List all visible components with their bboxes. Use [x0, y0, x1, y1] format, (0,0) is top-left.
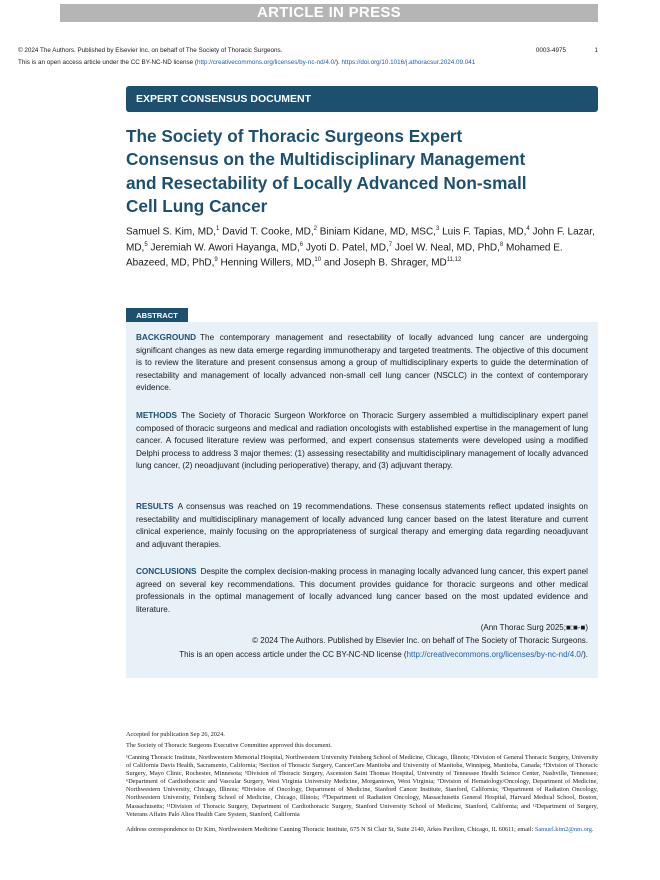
- article-in-press-banner: ARTICLE IN PRESS: [60, 4, 598, 22]
- abstract-results: [136, 501, 588, 551]
- author-name: David T. Cooke, MD,: [222, 226, 314, 238]
- abstract-license-link[interactable]: http://creativecommons.org/licenses/by-nc-nd/4.0/: [406, 650, 584, 659]
- header-doi-link[interactable]: https://doi.org/10.1016/j.athoracsur.2024.09.041: [341, 59, 476, 66]
- header-license-link[interactable]: http://creativecommons.org/licenses/by-nc-nd/4.0/: [196, 59, 336, 66]
- abstract-text: A consensus was reached on 19 recommendations. These consensus statements reflect updated insights on resectability and multidisciplinary management of locally advanced lung cancer based on the latest literature and current clinical experience, mainly focusing on the appropriateness of surgical therapy and emerging data regarding neoadjuvant and adjuvant therapies.: [136, 502, 588, 549]
- header-copyright: © 2024 The Authors. Published by Elsevier Inc. on behalf of The Society of Thoracic Surgeons.: [18, 47, 283, 54]
- abstract-oa-suffix: ).: [583, 650, 588, 659]
- author-name: Biniam Kidane, MD, MSC,: [319, 226, 436, 238]
- author-affiliation-mark: 10: [314, 257, 322, 264]
- author-name: Mohamed E. Abazeed, MD, PhD,: [126, 242, 563, 269]
- author-affiliation-mark: 11,12: [446, 257, 462, 264]
- author-affiliation-mark: 5: [144, 241, 148, 248]
- correspondence-text: Address correspondence to Dr Kim, Northwestern Medicine Canning Thoracic Institute, 675 N St Clair St, Suite 2140, Arkes Pavilion, Chicago, IL 60611; email:: [126, 826, 535, 833]
- author-name: Samuel S. Kim, MD,: [126, 226, 217, 238]
- article-title: The Society of Thoracic Surgeons Expert Consensus on the Multidisciplinary Management and Resectability of Locally Advanced Non-small Cell Lung Cancer: [126, 126, 527, 216]
- author-affiliation-mark: 7: [388, 241, 393, 248]
- author-name: Jyoti D. Patel, MD,: [305, 242, 389, 254]
- open-access-header-line: [18, 59, 598, 67]
- author-name: Jeremiah W. Awori Hayanga, MD,: [150, 242, 300, 254]
- author-list: [126, 223, 601, 270]
- author-affiliation-mark: 1: [216, 226, 220, 232]
- author-name: Luis F. Tapias, MD,: [442, 226, 527, 238]
- author-affiliation-mark: 2: [313, 226, 318, 232]
- author-name: Joseph B. Shrager, MD: [343, 257, 447, 269]
- author-affiliation-mark: 4: [526, 226, 530, 232]
- header-oa-suffix: ).: [335, 59, 340, 66]
- author-name: John F. Lazar, MD,: [126, 226, 595, 254]
- abstract-conclusions: [136, 566, 588, 616]
- abstract-oa-prefix: This is an open access article under the CC BY-NC-ND license (: [179, 650, 407, 659]
- abstract-text: The contemporary management and resectability of locally advanced lung cancer are undergoing significant changes as new data emerge regarding immunotherapy and targeted treatments. The objective of this document is to review the literature and present consensus among a group of multidisciplinary experts to guide the determination of resectability and management of locally advanced non-small cell lung cancer (NSCLC) in the context of contemporary evidence.: [136, 333, 588, 393]
- journal-header-line: [18, 47, 598, 55]
- header-oa-prefix: This is an open access article under the CC BY-NC-ND license (: [18, 59, 197, 66]
- author-affiliation-mark: 3: [435, 226, 440, 232]
- correspondence-note: [126, 826, 598, 834]
- journal-citation: (Ann Thorac Surg 2025;■:■-■): [480, 623, 588, 632]
- abstract-methods: [136, 410, 588, 473]
- abstract-background: [136, 332, 588, 395]
- abstract-text: The Society of Thoracic Surgeon Workforce on Thoracic Surgery assembled a multidisciplinary expert panel composed of thoracic surgeons and medical and radiation oncologists with established expertise in the management of lung cancer. A focused literature review was performed, and expert consensus statements were developed using a modified Delphi process to address 3 major themes: (1) assessing resectability and multidisciplinary management of locally advanced lung cancer, (2) neoadjuvant (including perioperative) therapy, and (3) adjuvant therapy.: [136, 411, 588, 471]
- header-issn: 0003-4975: [535, 47, 566, 54]
- author-name: and: [323, 257, 341, 269]
- correspondence-suffix: .: [591, 826, 594, 833]
- author-affiliation-mark: 8: [499, 241, 504, 248]
- affiliations-note: ¹Canning Thoracic Institute, Northwestern Memorial Hospital, Northwestern University Feinberg School of Medicine, Chicago, Illinois; ²Division of General Thoracic Surgery, University of California Davis Health, Sacramento, California; ³Section of Thoracic Surgery, CancerCare Manitoba and University of Manitoba, Winnipeg, Manitoba, Canada; ⁴Division of Thoracic Surgery, Mayo Clinic, Rochester, Minnesota; ⁵Division of Thoracic Surgery, Ascension Saint Thomas Hospital, University of Tennessee Health Science Center, Nashville, Tennessee; ⁶Department of Cardiothoracic and Vascular Surgery, West Virginia University Medicine, Morgantown, West Virginia; ⁷Division of Hematology/Oncology, Department of Medicine, Northwestern University, Chicago, Illinois; ⁸Division of Oncology, Department of Medicine, Stanford Cancer Institute, Stanford, California; ⁹Department of Radiation Oncology, Northwestern University, Feinberg School of Medicine, Chicago, Illinois; ¹⁰Department of Radiation Oncology, Massachusetts General Hospital, Harvard Medical School, Boston, Massachusetts; ¹¹Division of Thoracic Surgery, Department of Cardiothoracic Surgery, Stanford University School of Medicine, Stanford, California; and ¹²Department of Surgery, Veterans Affairs Palo Altos Health Care System, Stanford, California: [126, 754, 598, 818]
- approval-note: The Society of Thoracic Surgeons Executive Committee approved this document.: [126, 742, 332, 749]
- author-affiliation-mark: 6: [299, 241, 304, 248]
- abstract-label: ABSTRACT: [126, 308, 188, 323]
- page-number: 1: [594, 47, 598, 54]
- author-name: Henning Willers, MD,: [220, 257, 315, 269]
- abstract-heading: METHODS: [136, 411, 177, 420]
- abstract-open-access: [179, 650, 588, 660]
- author-affiliation-mark: 9: [214, 257, 218, 264]
- author-name: Joel W. Neal, MD, PhD,: [394, 242, 500, 254]
- accepted-note: Accepted for publication Sep 26, 2024.: [126, 731, 225, 738]
- abstract-heading: RESULTS: [136, 502, 174, 511]
- abstract-heading: BACKGROUND: [136, 333, 197, 342]
- abstract-copyright: © 2024 The Authors. Published by Elsevier Inc. on behalf of The Society of Thoracic Surgeons.: [252, 636, 588, 645]
- abstract-heading: CONCLUSIONS: [136, 567, 197, 576]
- abstract-text: Despite the complex decision-making process in managing locally advanced lung cancer, this expert panel agreed on several key recommendations. This document provides guidance for thoracic surgeons and other medical professionals in the optimal management of locally advanced lung cancer based on the most updated evidence and literature.: [136, 567, 588, 614]
- correspondence-email-link[interactable]: Samuel.kim2@nm.org: [534, 826, 592, 833]
- article-type-label: EXPERT CONSENSUS DOCUMENT: [136, 93, 312, 105]
- article-type-bar: [126, 86, 598, 112]
